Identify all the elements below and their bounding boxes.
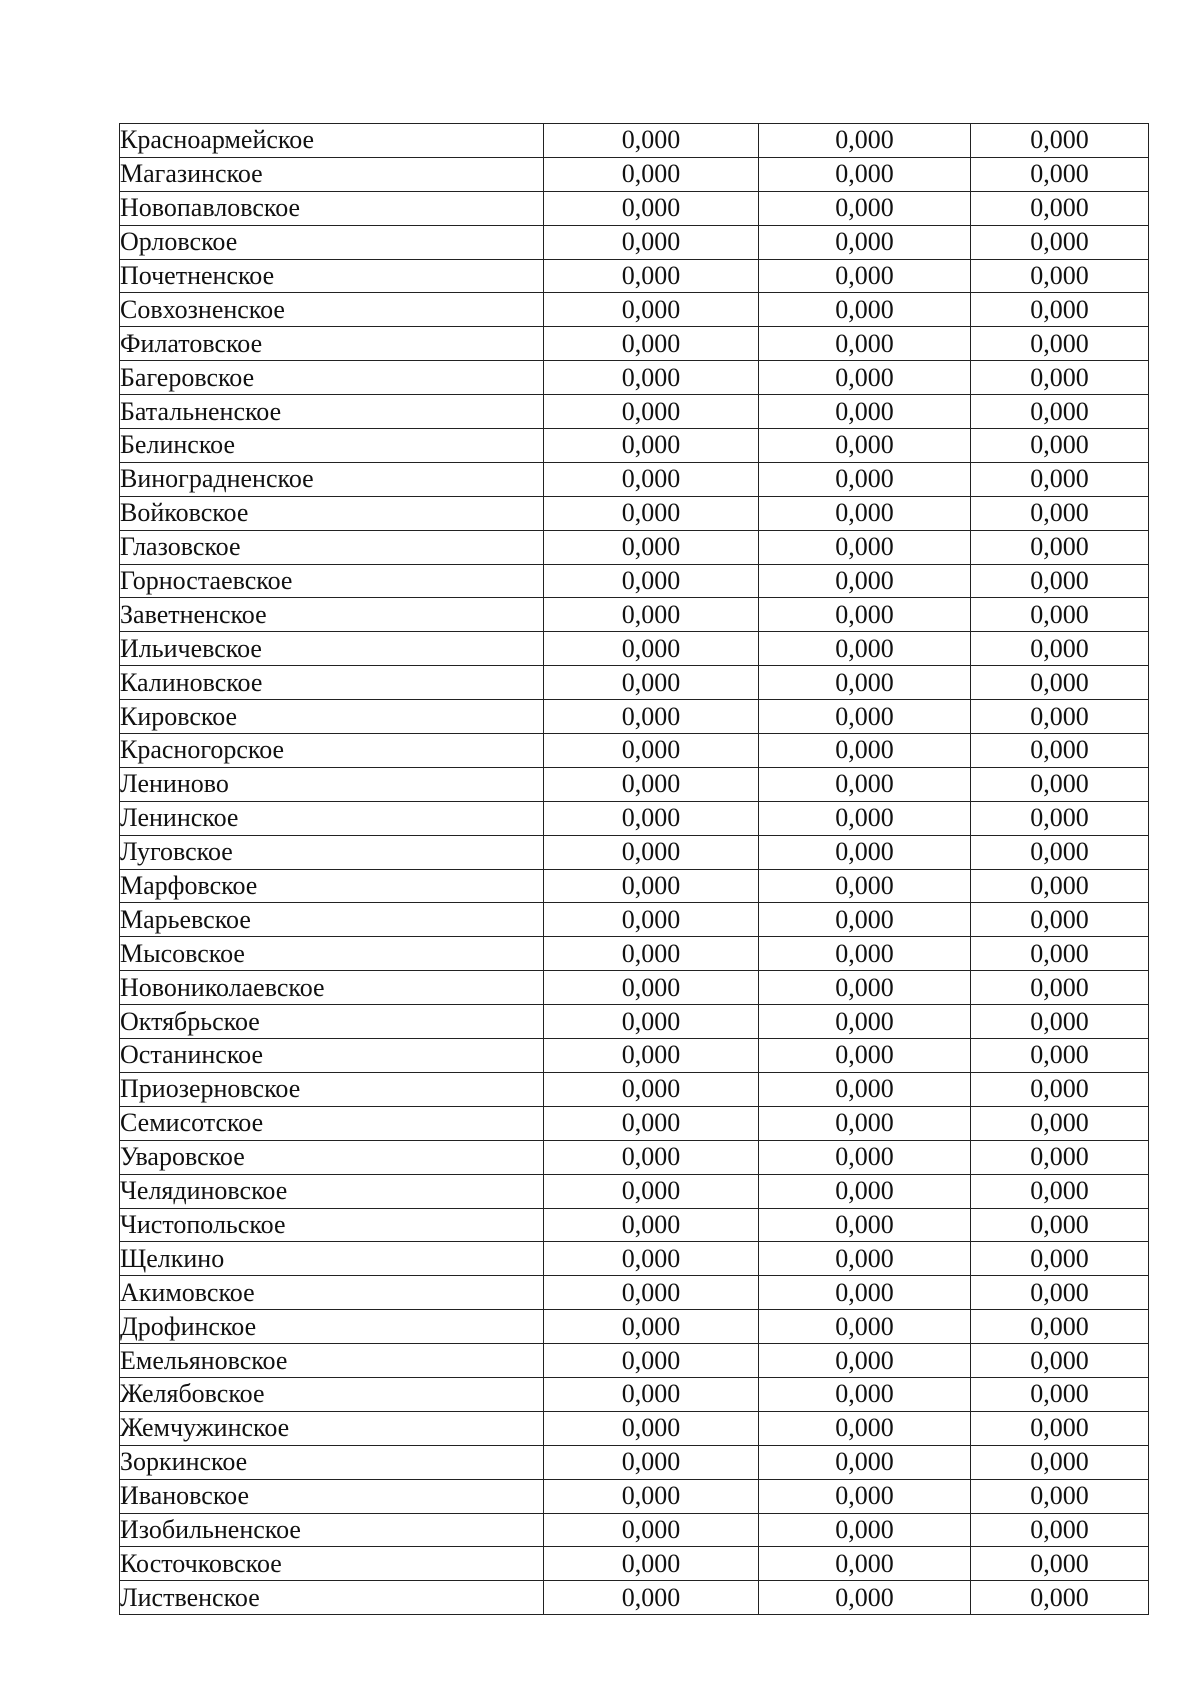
settlement-name-cell: Мысовское xyxy=(120,937,544,971)
table-row xyxy=(120,1005,1149,1039)
value-cell-3: 0,000 xyxy=(971,293,1149,327)
value-cell-3: 0,000 xyxy=(971,632,1149,666)
value-cell-1: 0,000 xyxy=(544,429,759,463)
settlement-name-cell: Лениново xyxy=(120,767,544,801)
settlement-name-cell: Новопавловское xyxy=(120,191,544,225)
value-cell-1: 0,000 xyxy=(544,1513,759,1547)
value-cell-2: 0,000 xyxy=(759,1072,971,1106)
value-cell-2: 0,000 xyxy=(759,734,971,768)
table-row xyxy=(120,530,1149,564)
settlement-name-cell: Марьевское xyxy=(120,903,544,937)
value-cell-2: 0,000 xyxy=(759,429,971,463)
value-cell-3: 0,000 xyxy=(971,598,1149,632)
value-cell-3: 0,000 xyxy=(971,767,1149,801)
value-cell-1: 0,000 xyxy=(544,530,759,564)
settlement-name-cell: Филатовское xyxy=(120,327,544,361)
table-row xyxy=(120,157,1149,191)
table-row xyxy=(120,395,1149,429)
table-row xyxy=(120,429,1149,463)
table-row xyxy=(120,496,1149,530)
settlement-name-cell: Калиновское xyxy=(120,666,544,700)
settlement-name-cell: Октябрьское xyxy=(120,1005,544,1039)
value-cell-1: 0,000 xyxy=(544,1072,759,1106)
value-cell-3: 0,000 xyxy=(971,1513,1149,1547)
value-cell-2: 0,000 xyxy=(759,1411,971,1445)
value-cell-3: 0,000 xyxy=(971,869,1149,903)
value-cell-2: 0,000 xyxy=(759,530,971,564)
settlement-name-cell: Желябовское xyxy=(120,1377,544,1411)
value-cell-3: 0,000 xyxy=(971,1005,1149,1039)
table-row xyxy=(120,1072,1149,1106)
value-cell-2: 0,000 xyxy=(759,1039,971,1073)
settlement-name-cell: Лиственское xyxy=(120,1581,544,1615)
value-cell-2: 0,000 xyxy=(759,1005,971,1039)
table-row xyxy=(120,191,1149,225)
table-row xyxy=(120,835,1149,869)
settlement-name-cell: Зоркинское xyxy=(120,1445,544,1479)
settlement-name-cell: Совхозненское xyxy=(120,293,544,327)
table-row xyxy=(120,1344,1149,1378)
table-row xyxy=(120,1581,1149,1615)
settlement-name-cell: Ленинское xyxy=(120,801,544,835)
value-cell-2: 0,000 xyxy=(759,327,971,361)
value-cell-3: 0,000 xyxy=(971,124,1149,158)
value-cell-2: 0,000 xyxy=(759,462,971,496)
settlements-table xyxy=(119,123,1149,1615)
value-cell-3: 0,000 xyxy=(971,564,1149,598)
value-cell-3: 0,000 xyxy=(971,1445,1149,1479)
table-row xyxy=(120,124,1149,158)
value-cell-1: 0,000 xyxy=(544,835,759,869)
value-cell-3: 0,000 xyxy=(971,530,1149,564)
settlement-name-cell: Новониколаевское xyxy=(120,971,544,1005)
settlement-name-cell: Останинское xyxy=(120,1039,544,1073)
table-row xyxy=(120,1242,1149,1276)
table-row xyxy=(120,1513,1149,1547)
table-row xyxy=(120,971,1149,1005)
value-cell-3: 0,000 xyxy=(971,191,1149,225)
value-cell-2: 0,000 xyxy=(759,1242,971,1276)
value-cell-2: 0,000 xyxy=(759,564,971,598)
value-cell-2: 0,000 xyxy=(759,496,971,530)
settlement-name-cell: Батальненское xyxy=(120,395,544,429)
value-cell-1: 0,000 xyxy=(544,157,759,191)
settlement-name-cell: Ивановское xyxy=(120,1479,544,1513)
value-cell-3: 0,000 xyxy=(971,700,1149,734)
value-cell-3: 0,000 xyxy=(971,1581,1149,1615)
table-row xyxy=(120,1106,1149,1140)
value-cell-3: 0,000 xyxy=(971,1547,1149,1581)
value-cell-3: 0,000 xyxy=(971,1039,1149,1073)
value-cell-1: 0,000 xyxy=(544,632,759,666)
value-cell-1: 0,000 xyxy=(544,124,759,158)
table-row xyxy=(120,1547,1149,1581)
value-cell-3: 0,000 xyxy=(971,666,1149,700)
value-cell-3: 0,000 xyxy=(971,1479,1149,1513)
table-row xyxy=(120,1310,1149,1344)
settlement-name-cell: Приозерновское xyxy=(120,1072,544,1106)
table-row xyxy=(120,1479,1149,1513)
table-row xyxy=(120,801,1149,835)
value-cell-2: 0,000 xyxy=(759,1581,971,1615)
settlement-name-cell: Косточковское xyxy=(120,1547,544,1581)
table-row xyxy=(120,1140,1149,1174)
value-cell-1: 0,000 xyxy=(544,971,759,1005)
settlement-name-cell: Почетненское xyxy=(120,259,544,293)
table-row xyxy=(120,1208,1149,1242)
value-cell-2: 0,000 xyxy=(759,1310,971,1344)
settlement-name-cell: Чистопольское xyxy=(120,1208,544,1242)
table-row xyxy=(120,259,1149,293)
value-cell-1: 0,000 xyxy=(544,496,759,530)
value-cell-1: 0,000 xyxy=(544,462,759,496)
value-cell-2: 0,000 xyxy=(759,1276,971,1310)
value-cell-3: 0,000 xyxy=(971,462,1149,496)
settlement-name-cell: Войковское xyxy=(120,496,544,530)
value-cell-1: 0,000 xyxy=(544,1208,759,1242)
value-cell-2: 0,000 xyxy=(759,157,971,191)
value-cell-2: 0,000 xyxy=(759,971,971,1005)
value-cell-3: 0,000 xyxy=(971,1344,1149,1378)
value-cell-2: 0,000 xyxy=(759,1479,971,1513)
settlement-name-cell: Емельяновское xyxy=(120,1344,544,1378)
value-cell-1: 0,000 xyxy=(544,327,759,361)
value-cell-3: 0,000 xyxy=(971,1174,1149,1208)
value-cell-3: 0,000 xyxy=(971,259,1149,293)
value-cell-3: 0,000 xyxy=(971,429,1149,463)
value-cell-2: 0,000 xyxy=(759,903,971,937)
value-cell-3: 0,000 xyxy=(971,1140,1149,1174)
table-row xyxy=(120,869,1149,903)
value-cell-1: 0,000 xyxy=(544,1005,759,1039)
value-cell-3: 0,000 xyxy=(971,937,1149,971)
settlement-name-cell: Челядиновское xyxy=(120,1174,544,1208)
settlement-name-cell: Белинское xyxy=(120,429,544,463)
value-cell-3: 0,000 xyxy=(971,903,1149,937)
value-cell-2: 0,000 xyxy=(759,293,971,327)
value-cell-2: 0,000 xyxy=(759,1174,971,1208)
value-cell-3: 0,000 xyxy=(971,361,1149,395)
settlement-name-cell: Жемчужинское xyxy=(120,1411,544,1445)
value-cell-1: 0,000 xyxy=(544,767,759,801)
value-cell-1: 0,000 xyxy=(544,564,759,598)
table-row xyxy=(120,666,1149,700)
settlement-name-cell: Виноградненское xyxy=(120,462,544,496)
settlement-name-cell: Щелкино xyxy=(120,1242,544,1276)
table-row xyxy=(120,903,1149,937)
table-row xyxy=(120,1039,1149,1073)
table-row xyxy=(120,1276,1149,1310)
table-row xyxy=(120,225,1149,259)
settlement-name-cell: Орловское xyxy=(120,225,544,259)
value-cell-1: 0,000 xyxy=(544,191,759,225)
value-cell-2: 0,000 xyxy=(759,259,971,293)
value-cell-2: 0,000 xyxy=(759,1140,971,1174)
value-cell-3: 0,000 xyxy=(971,734,1149,768)
value-cell-3: 0,000 xyxy=(971,1276,1149,1310)
value-cell-1: 0,000 xyxy=(544,1547,759,1581)
table-row xyxy=(120,462,1149,496)
value-cell-1: 0,000 xyxy=(544,1310,759,1344)
settlement-name-cell: Красногорское xyxy=(120,734,544,768)
table-row xyxy=(120,937,1149,971)
value-cell-2: 0,000 xyxy=(759,1106,971,1140)
value-cell-1: 0,000 xyxy=(544,734,759,768)
value-cell-1: 0,000 xyxy=(544,598,759,632)
value-cell-1: 0,000 xyxy=(544,361,759,395)
value-cell-3: 0,000 xyxy=(971,496,1149,530)
value-cell-2: 0,000 xyxy=(759,598,971,632)
table-row xyxy=(120,327,1149,361)
value-cell-1: 0,000 xyxy=(544,1106,759,1140)
settlement-name-cell: Кировское xyxy=(120,700,544,734)
value-cell-3: 0,000 xyxy=(971,1106,1149,1140)
value-cell-1: 0,000 xyxy=(544,700,759,734)
value-cell-2: 0,000 xyxy=(759,1547,971,1581)
table-row xyxy=(120,598,1149,632)
settlement-name-cell: Изобильненское xyxy=(120,1513,544,1547)
value-cell-2: 0,000 xyxy=(759,1445,971,1479)
value-cell-2: 0,000 xyxy=(759,666,971,700)
table-row xyxy=(120,1174,1149,1208)
value-cell-1: 0,000 xyxy=(544,1174,759,1208)
table-row xyxy=(120,700,1149,734)
table-row xyxy=(120,361,1149,395)
value-cell-1: 0,000 xyxy=(544,225,759,259)
settlement-name-cell: Глазовское xyxy=(120,530,544,564)
value-cell-1: 0,000 xyxy=(544,937,759,971)
value-cell-1: 0,000 xyxy=(544,1039,759,1073)
value-cell-1: 0,000 xyxy=(544,1242,759,1276)
settlement-name-cell: Луговское xyxy=(120,835,544,869)
table-row xyxy=(120,293,1149,327)
value-cell-2: 0,000 xyxy=(759,124,971,158)
value-cell-2: 0,000 xyxy=(759,1513,971,1547)
value-cell-1: 0,000 xyxy=(544,1479,759,1513)
value-cell-1: 0,000 xyxy=(544,1581,759,1615)
value-cell-2: 0,000 xyxy=(759,937,971,971)
table-row xyxy=(120,1411,1149,1445)
value-cell-3: 0,000 xyxy=(971,1242,1149,1276)
value-cell-2: 0,000 xyxy=(759,191,971,225)
value-cell-3: 0,000 xyxy=(971,971,1149,1005)
value-cell-1: 0,000 xyxy=(544,903,759,937)
table-row xyxy=(120,734,1149,768)
value-cell-3: 0,000 xyxy=(971,1310,1149,1344)
value-cell-1: 0,000 xyxy=(544,801,759,835)
settlement-name-cell: Семисотское xyxy=(120,1106,544,1140)
table-row xyxy=(120,1445,1149,1479)
value-cell-3: 0,000 xyxy=(971,395,1149,429)
value-cell-1: 0,000 xyxy=(544,1140,759,1174)
settlement-name-cell: Заветненское xyxy=(120,598,544,632)
value-cell-3: 0,000 xyxy=(971,801,1149,835)
value-cell-1: 0,000 xyxy=(544,666,759,700)
value-cell-2: 0,000 xyxy=(759,801,971,835)
value-cell-1: 0,000 xyxy=(544,259,759,293)
value-cell-3: 0,000 xyxy=(971,225,1149,259)
value-cell-2: 0,000 xyxy=(759,835,971,869)
settlement-name-cell: Акимовское xyxy=(120,1276,544,1310)
value-cell-2: 0,000 xyxy=(759,700,971,734)
table-row xyxy=(120,1377,1149,1411)
table-row xyxy=(120,564,1149,598)
value-cell-2: 0,000 xyxy=(759,869,971,903)
value-cell-2: 0,000 xyxy=(759,767,971,801)
value-cell-1: 0,000 xyxy=(544,1344,759,1378)
settlement-name-cell: Горностаевское xyxy=(120,564,544,598)
settlement-name-cell: Магазинское xyxy=(120,157,544,191)
value-cell-2: 0,000 xyxy=(759,225,971,259)
value-cell-2: 0,000 xyxy=(759,395,971,429)
table-body xyxy=(120,124,1149,1615)
value-cell-3: 0,000 xyxy=(971,1411,1149,1445)
settlement-name-cell: Дрофинское xyxy=(120,1310,544,1344)
value-cell-3: 0,000 xyxy=(971,1377,1149,1411)
value-cell-3: 0,000 xyxy=(971,327,1149,361)
value-cell-3: 0,000 xyxy=(971,1072,1149,1106)
settlement-name-cell: Уваровское xyxy=(120,1140,544,1174)
value-cell-2: 0,000 xyxy=(759,1208,971,1242)
value-cell-2: 0,000 xyxy=(759,1377,971,1411)
settlement-name-cell: Багеровское xyxy=(120,361,544,395)
value-cell-1: 0,000 xyxy=(544,1276,759,1310)
value-cell-2: 0,000 xyxy=(759,632,971,666)
value-cell-1: 0,000 xyxy=(544,869,759,903)
value-cell-2: 0,000 xyxy=(759,361,971,395)
value-cell-1: 0,000 xyxy=(544,1445,759,1479)
value-cell-1: 0,000 xyxy=(544,1377,759,1411)
value-cell-1: 0,000 xyxy=(544,1411,759,1445)
value-cell-3: 0,000 xyxy=(971,157,1149,191)
value-cell-3: 0,000 xyxy=(971,835,1149,869)
settlement-name-cell: Марфовское xyxy=(120,869,544,903)
settlement-name-cell: Красноармейское xyxy=(120,124,544,158)
value-cell-3: 0,000 xyxy=(971,1208,1149,1242)
value-cell-2: 0,000 xyxy=(759,1344,971,1378)
table-row xyxy=(120,767,1149,801)
value-cell-1: 0,000 xyxy=(544,395,759,429)
value-cell-1: 0,000 xyxy=(544,293,759,327)
table-row xyxy=(120,632,1149,666)
settlement-name-cell: Ильичевское xyxy=(120,632,544,666)
